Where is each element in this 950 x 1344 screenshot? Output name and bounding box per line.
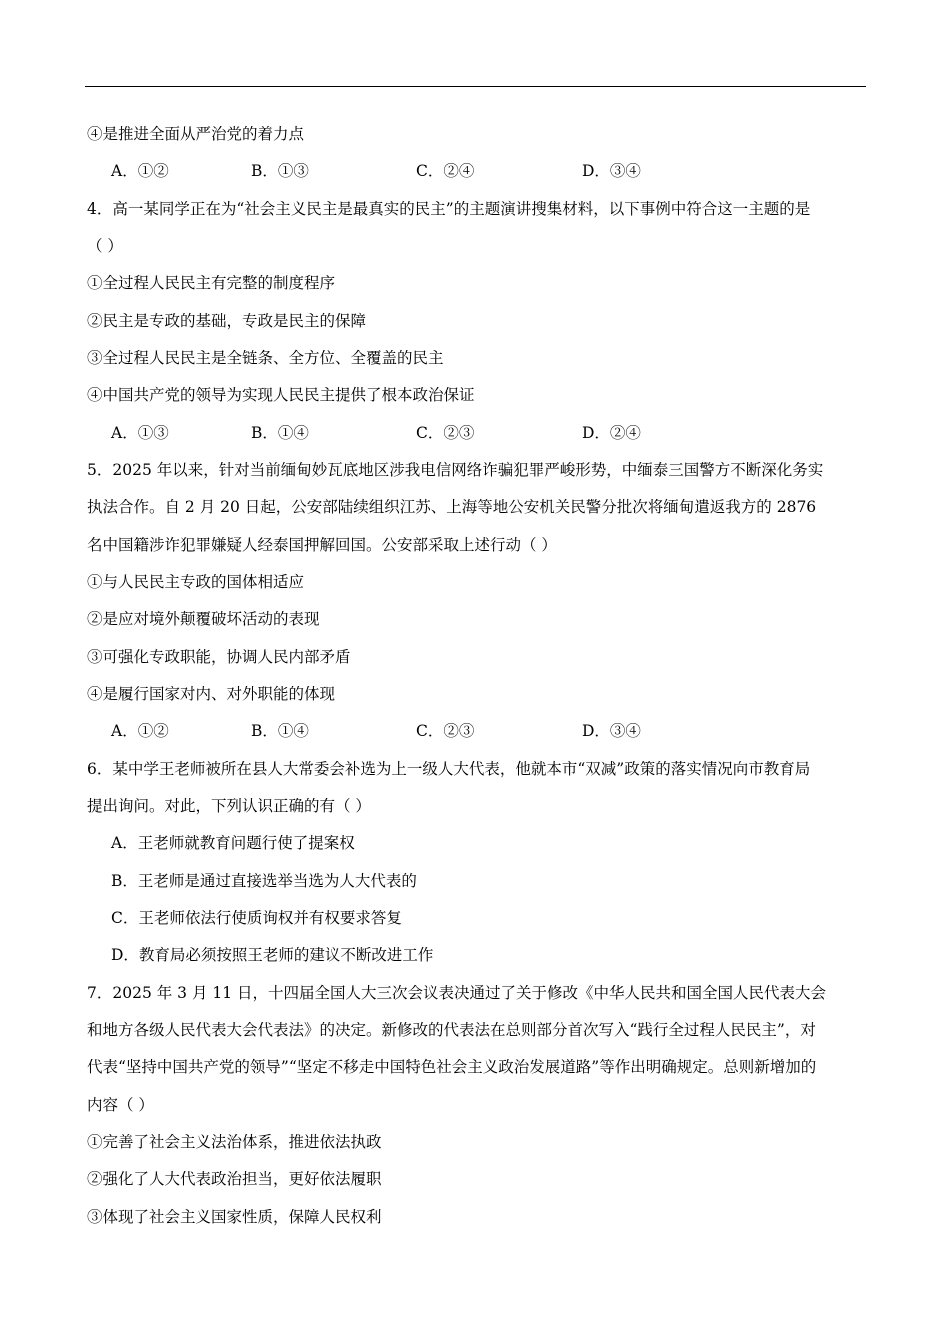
q4-item-1: ①全过程人民民主有完整的制度程序	[87, 274, 336, 292]
q5-item-3: ③可强化专政职能，协调人民内部矛盾	[87, 648, 351, 666]
q6-choice-b[interactable]: B．王老师是通过直接选举当选为人大代表的	[111, 872, 417, 890]
q3-item-4: ④是推进全面从严治党的着力点	[87, 125, 305, 143]
q4-option-b[interactable]: B．①④	[251, 424, 309, 442]
q3-option-a[interactable]: A．①②	[111, 162, 169, 180]
q7-stem-line-2: 和地方各级人民代表大会代表法》的决定。新修改的代表法在总则部分首次写入“践行全过程人民民主”，对	[87, 1021, 816, 1039]
q5-item-2: ②是应对境外颠覆破坏活动的表现	[87, 610, 320, 628]
q4-item-2: ②民主是专政的基础，专政是民主的保障	[87, 312, 367, 330]
q3-option-d[interactable]: D．③④	[582, 162, 641, 180]
q3-option-c[interactable]: C．②④	[416, 162, 475, 180]
q5-option-d[interactable]: D．③④	[582, 722, 641, 740]
q7-item-1: ①完善了社会主义法治体系，推进依法执政	[87, 1133, 382, 1151]
q6-stem-line-2: 提出询问。对此，下列认识正确的有（ ）	[87, 797, 371, 815]
q4-option-a[interactable]: A．①③	[111, 424, 169, 442]
q4-options	[111, 423, 671, 443]
q4-stem-line-1: 4．高一某同学正在为“社会主义民主是最真实的民主”的主题演讲搜集材料，以下事例中符合这一主题的是	[87, 200, 811, 218]
q5-option-c[interactable]: C．②③	[416, 722, 475, 740]
q7-stem-line-3: 代表“坚持中国共产党的领导”“坚定不移走中国特色社会主义政治发展道路”等作出明确规定。总则新增加的	[87, 1058, 817, 1076]
q4-option-d[interactable]: D．②④	[582, 424, 641, 442]
q5-option-b[interactable]: B．①④	[251, 722, 309, 740]
q5-stem-line-3: 名中国籍涉诈犯罪嫌疑人经泰国押解回国。公安部采取上述行动（ ）	[87, 536, 557, 554]
q5-item-4: ④是履行国家对内、对外职能的体现	[87, 685, 336, 703]
q3-options	[111, 161, 671, 181]
q4-option-c[interactable]: C．②③	[416, 424, 475, 442]
q5-option-a[interactable]: A．①②	[111, 722, 169, 740]
header-rule	[85, 86, 866, 87]
q7-item-3: ③体现了社会主义国家性质，保障人民权利	[87, 1208, 382, 1226]
q6-stem-line-1: 6．某中学王老师被所在县人大常委会补选为上一级人大代表，他就本市“双减”政策的落实情况向市教育局	[87, 760, 811, 778]
q6-choice-c[interactable]: C．王老师依法行使质询权并有权要求答复	[111, 909, 402, 927]
q6-choice-d[interactable]: D．教育局必须按照王老师的建议不断改进工作	[111, 946, 434, 964]
q7-stem-line-4: 内容（ ）	[87, 1096, 154, 1114]
q5-stem-line-2: 执法合作。自 2 月 20 日起，公安部陆续组织江苏、上海等地公安机关民警分批次将缅甸遣返我方的 2876	[87, 498, 817, 516]
q3-option-b[interactable]: B．①③	[251, 162, 309, 180]
q6-choice-a[interactable]: A．王老师就教育问题行使了提案权	[111, 834, 355, 852]
q5-stem-line-1: 5．2025 年以来，针对当前缅甸妙瓦底地区涉我电信网络诈骗犯罪严峻形势，中缅泰三国警方不断深化务实	[87, 461, 824, 479]
q5-options	[111, 721, 671, 741]
q4-item-3: ③全过程人民民主是全链条、全方位、全覆盖的民主	[87, 349, 444, 367]
q4-stem-line-2: （ ）	[87, 237, 123, 255]
q5-item-1: ①与人民民主专政的国体相适应	[87, 573, 305, 591]
q7-stem-line-1: 7．2025 年 3 月 11 日，十四届全国人大三次会议表决通过了关于修改《中华人民共和国全国人民代表大会	[87, 984, 827, 1002]
q4-item-4: ④中国共产党的领导为实现人民民主提供了根本政治保证	[87, 386, 475, 404]
q7-item-2: ②强化了人大代表政治担当，更好依法履职	[87, 1170, 382, 1188]
